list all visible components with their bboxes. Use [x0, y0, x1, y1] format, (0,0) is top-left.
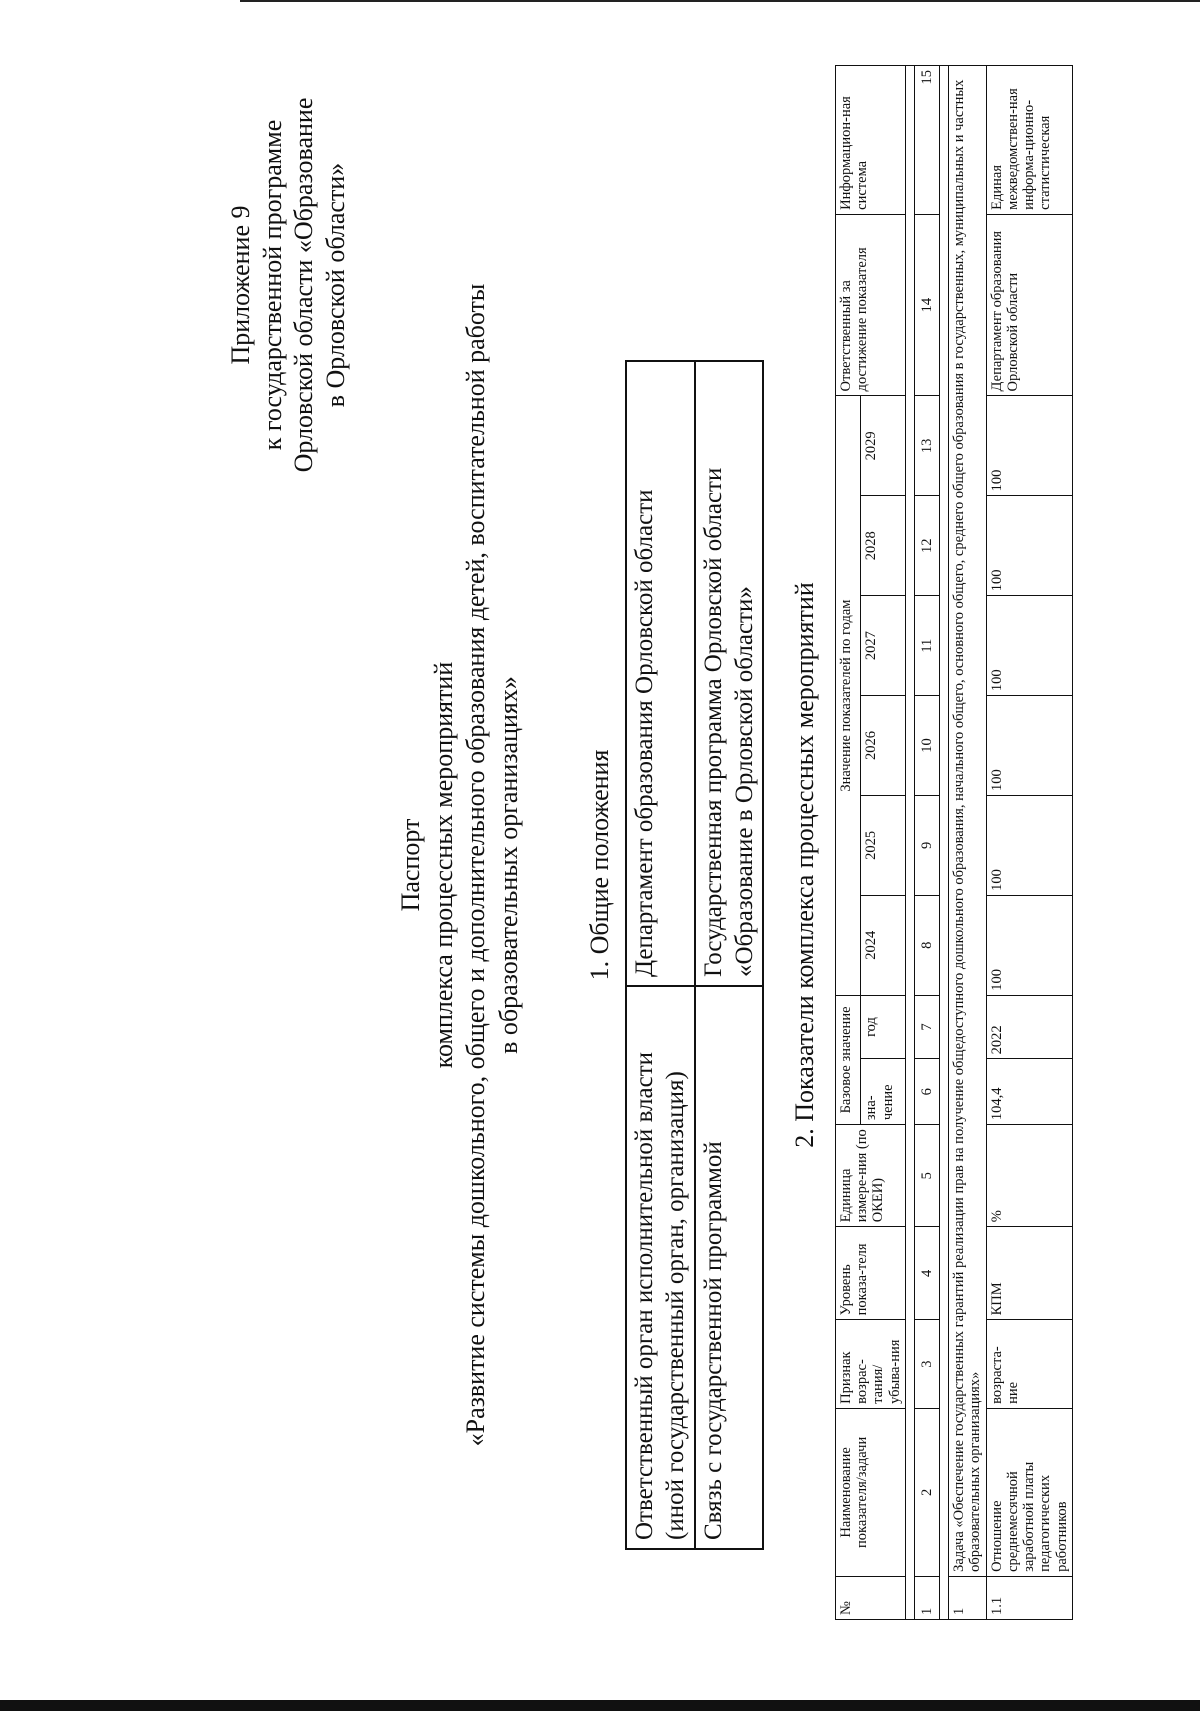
- responsible-body-value: Департамент образования Орловской области: [626, 361, 695, 986]
- task-row: [949, 66, 986, 1620]
- annex-note: [225, 75, 352, 495]
- header-row: [836, 66, 861, 1620]
- year-value: 100: [986, 496, 1072, 596]
- col-responsible-header: Ответственный за достижение показателя: [836, 214, 906, 396]
- column-number: 4: [914, 1227, 939, 1320]
- column-number: 9: [914, 795, 939, 895]
- year-value: 100: [986, 696, 1072, 796]
- column-number: 2: [914, 1408, 939, 1576]
- program-link-label: Связь с государственной программой: [695, 986, 764, 1549]
- col-sign-header: Признак возрас-тания/ убыва-ния: [836, 1320, 906, 1409]
- col-num-header: №: [836, 1576, 906, 1619]
- column-number: 13: [914, 396, 939, 496]
- column-number-row: [914, 66, 939, 1620]
- passport-title: [395, 165, 525, 1565]
- column-number: 10: [914, 696, 939, 796]
- col-system-header: Информацион-ная система: [836, 66, 906, 215]
- col-level-header: Уровень показа-теля: [836, 1227, 906, 1320]
- column-number: 3: [914, 1320, 939, 1409]
- section-1-heading: 1. Общие положения: [585, 749, 614, 981]
- annex-line-3: Орловской области «Образование: [289, 97, 319, 473]
- scan-edge-top: [240, 0, 1200, 2]
- base-year: 2022: [986, 995, 1072, 1059]
- col-year-header: 2025: [861, 795, 906, 895]
- indicators-table: [835, 65, 1073, 1620]
- passport-program-name-cont: в образовательных организациях»: [493, 676, 523, 1054]
- base-value: 104,4: [986, 1059, 1072, 1125]
- passport-subtitle: комплекса процессных мероприятий: [428, 661, 458, 1069]
- column-number: 15: [914, 66, 939, 215]
- task-number: 1: [949, 1576, 986, 1619]
- col-unit-header: Единица измере-ния (по ОКЕИ): [836, 1125, 906, 1227]
- responsible-body-label: Ответственный орган исполнительной власти (иной государственный орган, организация): [626, 986, 695, 1549]
- task-text: Задача «Обеспечение государственных гарантий реализации прав на получение общедоступного дошкольного образования, начального общего, основного общего, среднего общего образования в государственных, муниципальных и частных образовательных организациях»: [949, 66, 986, 1577]
- col-name-header: Наименование показателя/задачи: [836, 1408, 906, 1576]
- col-base-value-header: зна-чение: [861, 1059, 906, 1125]
- indicator-level: КПМ: [986, 1227, 1072, 1320]
- table-row: [695, 361, 764, 1549]
- annex-line-2: к государственной программе: [257, 119, 287, 451]
- col-years-header: Значение показателей по годам: [836, 396, 861, 995]
- indicator-unit: %: [986, 1125, 1072, 1227]
- col-base-year-header: год: [861, 995, 906, 1059]
- column-number: 11: [914, 596, 939, 696]
- annex-line-4: в Орловской области»: [321, 162, 351, 408]
- column-number: 6: [914, 1059, 939, 1125]
- year-value: 100: [986, 596, 1072, 696]
- year-value: 100: [986, 396, 1072, 496]
- passport-heading: Паспорт: [396, 818, 425, 912]
- column-number: 12: [914, 496, 939, 596]
- col-year-header: 2029: [861, 396, 906, 496]
- separator-row: [940, 66, 949, 1620]
- table-row: [626, 361, 695, 1549]
- passport-program-name: «Развитие системы дошкольного, общего и дополнительного образования детей, воспитательной работы: [461, 283, 490, 1447]
- column-number: 1: [914, 1576, 939, 1619]
- section-2-heading: 2. Показатели комплекса процессных мероприятий: [790, 582, 819, 1148]
- year-value: 100: [986, 795, 1072, 895]
- document-page: [35, 65, 1165, 1665]
- col-year-header: 2026: [861, 696, 906, 796]
- col-year-header: 2027: [861, 596, 906, 696]
- separator-row: [905, 66, 914, 1620]
- responsible-body: Департамент образования Орловской области: [986, 214, 1072, 396]
- column-number: 14: [914, 214, 939, 396]
- program-link-value: Государственная программа Орловской области «Образование в Орловской области»: [695, 361, 764, 986]
- col-year-header: 2028: [861, 496, 906, 596]
- general-provisions-table: [625, 360, 764, 1550]
- indicator-sign: возраста-ние: [986, 1320, 1072, 1409]
- column-number: 5: [914, 1125, 939, 1227]
- column-number: 7: [914, 995, 939, 1059]
- year-value: 100: [986, 895, 1072, 995]
- row-number: 1.1: [986, 1576, 1072, 1619]
- col-year-header: 2024: [861, 895, 906, 995]
- scan-edge-bottom: [0, 1700, 1200, 1711]
- information-system: Единая межведомствен-ная информа-ционно-статистическая: [986, 66, 1072, 215]
- column-number: 8: [914, 895, 939, 995]
- table-row: [986, 66, 1072, 1620]
- annex-line-1: Приложение 9: [226, 205, 255, 365]
- indicator-name: Отношение среднемесячной заработной платы педагогических работников: [986, 1408, 1072, 1576]
- col-base-header: Базовое значение: [836, 995, 861, 1124]
